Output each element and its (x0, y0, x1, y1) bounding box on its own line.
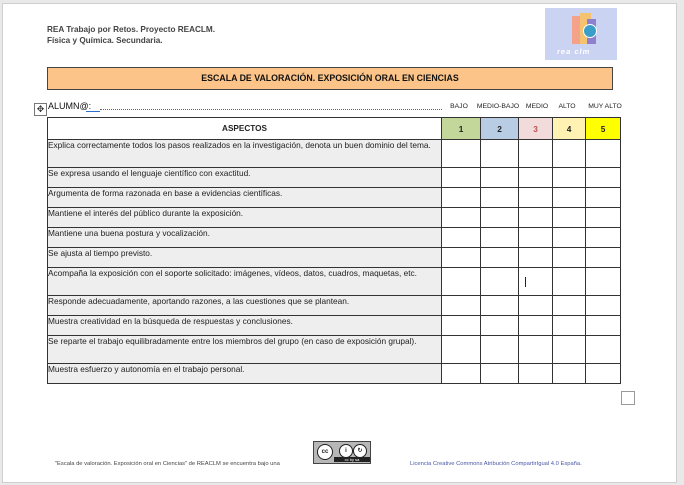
score-cell[interactable] (481, 140, 519, 168)
score-cell[interactable] (519, 140, 553, 168)
score-cell[interactable] (481, 188, 519, 208)
aspect-cell: Se reparte el trabajo equilibradamente entre los miembros del grupo (en caso de exposición grupal). (48, 336, 442, 364)
document-title: ESCALA DE VALORACIÓN. EXPOSICIÓN ORAL EN CIENCIAS (47, 67, 613, 90)
score-cell[interactable] (553, 336, 586, 364)
score-cell[interactable] (442, 364, 481, 384)
score-cell[interactable] (442, 228, 481, 248)
table-row (48, 168, 621, 188)
score-cell[interactable] (442, 296, 481, 316)
score-cell[interactable] (442, 336, 481, 364)
score-cell[interactable] (553, 268, 586, 296)
table-row (48, 316, 621, 336)
table-row (48, 188, 621, 208)
score-cell[interactable] (519, 268, 553, 296)
score-cell[interactable] (586, 316, 621, 336)
table-resize-handle[interactable] (621, 391, 635, 405)
score-cell[interactable] (586, 296, 621, 316)
level-label-medio: MEDIO (525, 103, 549, 110)
score-cell[interactable] (586, 336, 621, 364)
score-cell[interactable] (553, 228, 586, 248)
score-cell[interactable] (481, 248, 519, 268)
score-cell[interactable] (442, 248, 481, 268)
aspect-cell: Se expresa usando el lenguaje científico con exactitud. (48, 168, 442, 188)
aspects-header: ASPECTOS (48, 118, 442, 140)
score-cell[interactable] (519, 188, 553, 208)
table-header-row (48, 118, 621, 140)
org-line-1: REA Trabajo por Retos. Proyecto REACLM. (47, 25, 216, 34)
score-cell[interactable] (481, 208, 519, 228)
by-icon: i (339, 444, 353, 458)
score-cell[interactable] (586, 168, 621, 188)
aspect-cell: Acompaña la exposición con el soporte solicitado: imágenes, vídeos, datos, cuadros, maquetas, etc. (48, 268, 442, 296)
cc-icon: cc (317, 444, 333, 460)
table-row (48, 296, 621, 316)
table-row (48, 336, 621, 364)
score-cell[interactable] (586, 248, 621, 268)
table-move-handle-icon[interactable]: ✥ (34, 103, 47, 116)
score-cell[interactable] (553, 296, 586, 316)
score-cell[interactable] (553, 208, 586, 228)
aspect-cell: Muestra esfuerzo y autonomía en el trabajo personal. (48, 364, 442, 384)
logo-globe-icon (583, 24, 597, 38)
level-label-alto: ALTO (558, 103, 576, 110)
score-cell[interactable] (586, 268, 621, 296)
score-cell[interactable] (481, 336, 519, 364)
spellcheck-underline (86, 111, 100, 112)
score-cell[interactable] (553, 248, 586, 268)
level-label-bajo: BAJO (450, 103, 468, 110)
score-header-5: 5 (586, 118, 621, 140)
score-cell[interactable] (553, 188, 586, 208)
organization-header (47, 24, 215, 46)
score-cell[interactable] (442, 140, 481, 168)
rating-table (47, 117, 621, 384)
score-cell[interactable] (586, 208, 621, 228)
score-header-4: 4 (553, 118, 586, 140)
org-line-2: Física y Química. Secundaria. (47, 36, 163, 45)
table-row (48, 208, 621, 228)
table-row (48, 140, 621, 168)
footer-license-link[interactable]: Licencia Creative Commons Atribución CompartirIgual 4.0 España. (410, 461, 582, 467)
score-cell[interactable] (481, 268, 519, 296)
score-cell[interactable] (519, 296, 553, 316)
aspect-cell: Explica correctamente todos los pasos realizados en la investigación, denota un buen dominio del tema. (48, 140, 442, 168)
score-cell[interactable] (481, 296, 519, 316)
score-cell[interactable] (586, 188, 621, 208)
cc-badge-label: cc by sa (334, 457, 370, 462)
score-cell[interactable] (553, 140, 586, 168)
score-cell[interactable] (553, 364, 586, 384)
table-row (48, 268, 621, 296)
score-header-1: 1 (442, 118, 481, 140)
score-cell[interactable] (553, 168, 586, 188)
score-cell[interactable] (586, 228, 621, 248)
aspect-cell: Mantiene una buena postura y vocalización. (48, 228, 442, 248)
table-row (48, 248, 621, 268)
score-cell[interactable] (519, 168, 553, 188)
score-cell[interactable] (586, 140, 621, 168)
score-cell[interactable] (442, 316, 481, 336)
logo-wordmark: rea clm (557, 47, 591, 56)
score-header-2: 2 (481, 118, 519, 140)
table-row (48, 364, 621, 384)
aspect-cell: Responde adecuadamente, aportando razones, a las cuestiones que se plantean. (48, 296, 442, 316)
sa-icon: ↻ (353, 444, 367, 458)
score-cell[interactable] (519, 208, 553, 228)
score-cell[interactable] (481, 228, 519, 248)
score-cell[interactable] (519, 228, 553, 248)
score-cell[interactable] (442, 168, 481, 188)
score-cell[interactable] (553, 316, 586, 336)
score-header-3: 3 (519, 118, 553, 140)
aspect-cell: Muestra creatividad en la búsqueda de respuestas y conclusiones. (48, 316, 442, 336)
score-cell[interactable] (481, 168, 519, 188)
aspect-cell: Argumenta de forma razonada en base a evidencias científicas. (48, 188, 442, 208)
aspect-cell: Se ajusta al tiempo previsto. (48, 248, 442, 268)
score-cell[interactable] (519, 316, 553, 336)
footer-attribution: "Escala de valoración. Exposición oral en Ciencias" de REACLM se encuentra bajo una (55, 461, 280, 467)
score-cell[interactable] (519, 336, 553, 364)
student-name-field[interactable] (100, 109, 442, 110)
score-cell[interactable] (442, 268, 481, 296)
table-row (48, 228, 621, 248)
level-label-medio-bajo: MEDIO-BAJO (476, 103, 520, 110)
score-cell[interactable] (586, 364, 621, 384)
score-cell[interactable] (481, 364, 519, 384)
creative-commons-badge (313, 441, 371, 464)
aspect-cell: Mantiene el interés del público durante la exposición. (48, 208, 442, 228)
score-cell[interactable] (442, 208, 481, 228)
level-label-muy-alto: MUY ALTO (588, 103, 622, 110)
rea-clm-logo (545, 8, 617, 60)
text-cursor (525, 277, 526, 287)
score-cell[interactable] (442, 188, 481, 208)
student-label: ALUMN@: (48, 101, 92, 111)
score-cell[interactable] (519, 248, 553, 268)
score-cell[interactable] (481, 316, 519, 336)
score-cell[interactable] (519, 364, 553, 384)
